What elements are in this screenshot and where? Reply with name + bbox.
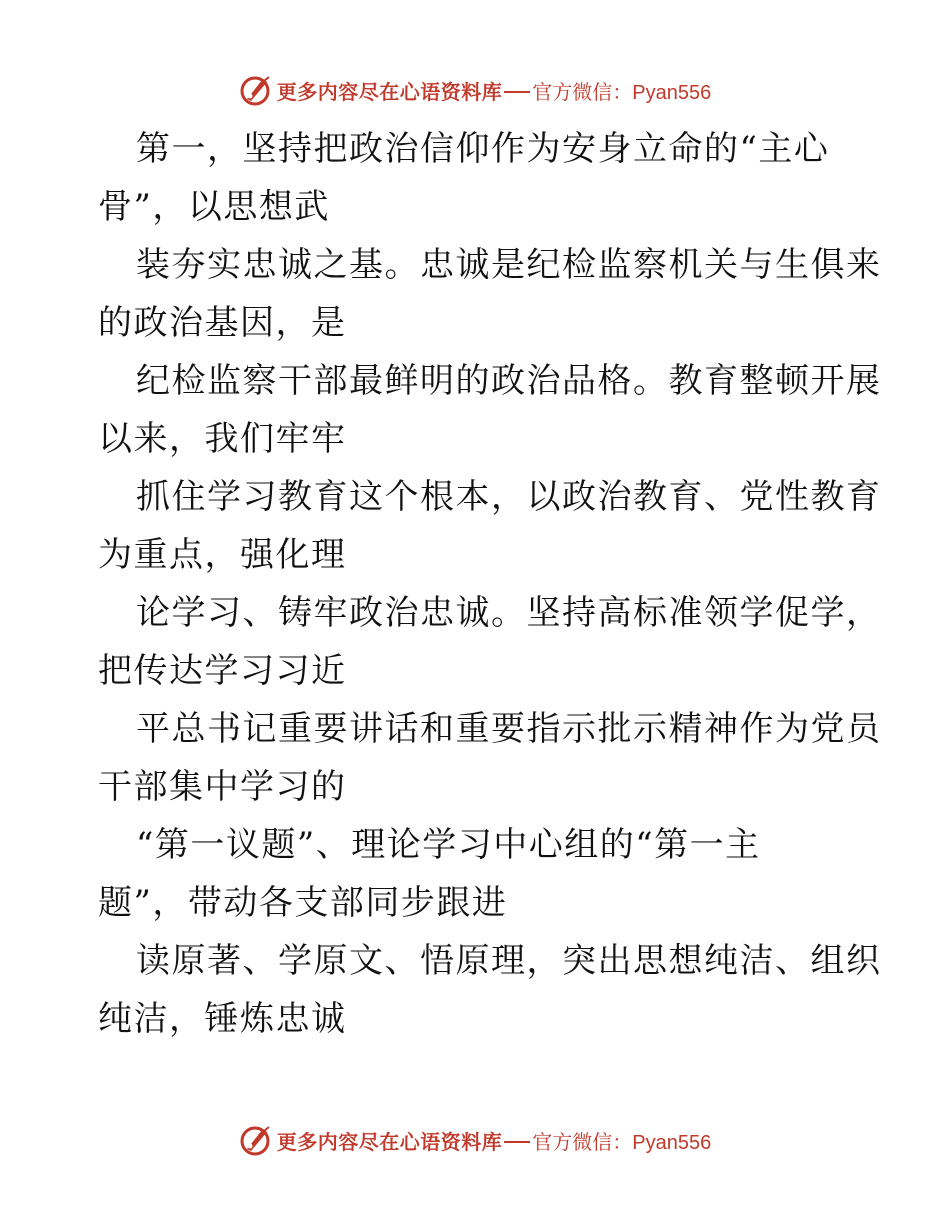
text-line: 骨”，以思想武 <box>98 187 330 227</box>
text-line: 纪检监察干部最鲜明的政治品格。教育整顿开展 <box>136 361 882 401</box>
quill-logo-icon <box>239 73 273 107</box>
text-line: 的政治基因，是 <box>98 303 347 343</box>
text-line: 干部集中学习的 <box>98 767 347 807</box>
text-line: 把传达学习习近 <box>98 651 347 691</box>
footer-banner <box>0 1120 950 1160</box>
header-dash-divider <box>504 91 530 93</box>
quill-logo-icon <box>239 1123 273 1157</box>
footer-brand-text: 更多内容尽在心语资料库 <box>276 1129 503 1154</box>
text-line: 读原著、学原文、悟原理，突出思想纯洁、组织 <box>136 941 882 981</box>
header-contact-text: 官方微信：Pyan556 <box>532 81 712 104</box>
footer-contact-text: 官方微信：Pyan556 <box>532 1131 712 1154</box>
text-line: 纯洁，锤炼忠诚 <box>98 999 347 1039</box>
text-line: “第一议题”、理论学习中心组的“第一主 <box>136 825 761 865</box>
text-line: 平总书记重要讲话和重要指示批示精神作为党员 <box>136 709 882 749</box>
text-line: 题”，带动各支部同步跟进 <box>98 883 508 923</box>
text-line: 论学习、铸牢政治忠诚。坚持高标准领学促学， <box>136 593 882 633</box>
header-brand-text: 更多内容尽在心语资料库 <box>276 79 503 104</box>
text-line: 抓住学习教育这个根本，以政治教育、党性教育 <box>136 477 882 517</box>
header-banner <box>0 70 950 110</box>
footer-dash-divider <box>504 1141 530 1143</box>
text-line: 第一，坚持把政治信仰作为安身立命的“主心 <box>136 129 830 169</box>
document-body <box>98 120 882 1048</box>
text-line: 为重点，强化理 <box>98 535 347 575</box>
text-line: 装夯实忠诚之基。忠诚是纪检监察机关与生俱来 <box>136 245 882 285</box>
text-line: 以来，我们牢牢 <box>98 419 347 459</box>
